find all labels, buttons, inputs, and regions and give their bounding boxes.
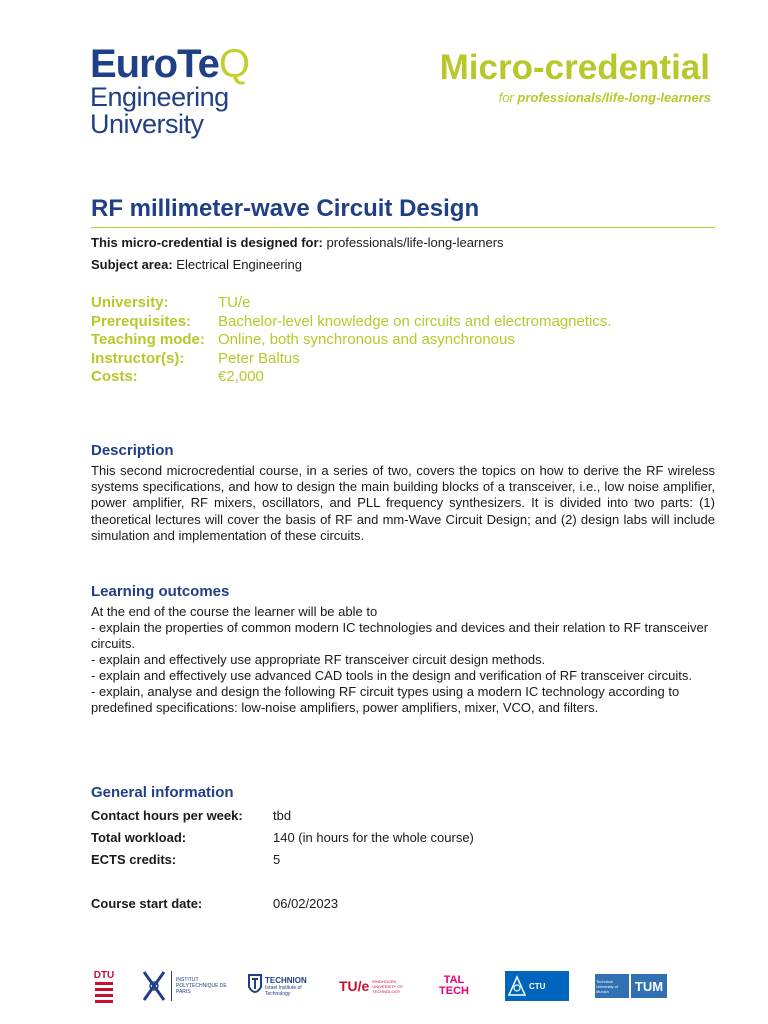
description-heading: Description [91, 442, 174, 459]
table-row [91, 805, 474, 827]
learning-outcomes-heading: Learning outcomes [91, 583, 230, 600]
subject-area-label: Subject area: [91, 257, 173, 272]
info-label: ECTS credits: [91, 852, 177, 867]
start-date-label: Course start date: [91, 896, 203, 911]
detail-label: Prerequisites: [91, 312, 192, 330]
learning-outcomes-list [91, 604, 715, 716]
table-row [91, 849, 474, 871]
detail-value: Bachelor-level knowledge on circuits and electromagnetics. [218, 312, 612, 330]
technion-text: TECHNION [265, 975, 307, 985]
taltech-text-2: TECH [439, 985, 469, 997]
detail-row-costs [91, 368, 612, 387]
detail-row-university [91, 294, 612, 313]
start-date-value: 06/02/2023 [273, 896, 339, 911]
detail-value: TU/e [218, 294, 251, 311]
list-item: - explain the properties of common modern IC technologies and devices and their relation to RF transceiver circuits. [91, 620, 709, 651]
designed-for-line [91, 235, 504, 250]
detail-value: Online, both synchronous and asynchronous [218, 331, 515, 348]
course-details [91, 294, 612, 387]
list-item: - explain, analyse and design the following RF circuit types using a modern IC technology according to predefined specifications: low-noise amplifiers, power amplifiers, mixer, VCO, and filters. [91, 684, 680, 715]
technion-emblem-icon [247, 973, 263, 999]
table-row [91, 893, 338, 915]
polytechnique-emblem-icon [141, 969, 167, 1003]
technion-subtext: Israel Institute of Technology [265, 984, 302, 997]
partner-logos [91, 966, 701, 1006]
detail-row-instructors [91, 350, 612, 369]
logo-text-university: University [90, 109, 204, 139]
dtu-emblem-icon [93, 981, 115, 1003]
audience-value: professionals/life-long-learners [517, 90, 711, 105]
list-item: - explain and effectively use appropriate RF transceiver circuit design methods. [91, 652, 546, 667]
info-value: tbd [273, 808, 292, 823]
course-title: RF millimeter-wave Circuit Design [91, 195, 480, 222]
description-paragraph: This second microcredential course, in a series of two, covers the topics on how to derive the RF wireless systems specifications, and how to design the main building blocks of a transceiver, i.e., low noise amplifier, power amplifier, RF mixers, oscillators, and PLL frequency synthesizers. It is divided into two parts: (1) theoretical lectures will cover the basis of RF and mm-Wave Circuit Design; and (2) design labs will include simulation and implementation of these circuits. [91, 463, 715, 543]
detail-label: Costs: [91, 368, 138, 385]
detail-label: Instructor(s): [91, 349, 185, 367]
table-row [91, 827, 474, 849]
taltech-text-1: TAL [443, 974, 465, 986]
dtu-logo [91, 966, 117, 1006]
general-info-heading: General information [91, 784, 234, 801]
audience-prefix: for [498, 90, 514, 105]
logo-text-engineering: Engineering [90, 82, 229, 112]
taltech-logo [434, 966, 474, 1006]
detail-value: €2,000 [218, 368, 264, 385]
info-label: Contact hours per week: [91, 808, 243, 823]
tum-text: TUM [634, 978, 664, 994]
list-item: At the end of the course the learner will be able to [91, 604, 378, 619]
ctu-emblem-icon [505, 973, 529, 999]
doc-type-title: Micro-credential [439, 48, 710, 87]
tue-subtext: EINDHOVEN UNIVERSITY OF TECHNOLOGY [372, 978, 403, 994]
tue-text: TU/e [339, 978, 370, 994]
info-value: 5 [273, 852, 281, 867]
general-info-table [91, 805, 474, 871]
tue-logo [339, 966, 419, 1006]
detail-row-teaching-mode [91, 331, 612, 350]
info-value: 140 (in hours for the whole course) [273, 830, 474, 845]
dtu-logo-text: DTU [93, 969, 115, 981]
logo-text-euroteq: EuroTe [90, 42, 219, 86]
ctu-text: CTU [529, 981, 546, 991]
ctu-logo [505, 966, 569, 1006]
tum-subtext: Technical University of Munich [596, 978, 619, 994]
audience-subtitle [499, 90, 711, 105]
logo-text-q: Q [218, 42, 249, 86]
euroteq-logo [90, 44, 249, 138]
info-label: Total workload: [91, 830, 187, 845]
polytechnique-logo [141, 966, 251, 1006]
detail-row-prerequisites [91, 313, 612, 332]
subject-area-value: Electrical Engineering [176, 257, 303, 272]
subject-area-line [91, 257, 302, 272]
designed-for-value: professionals/life-long-learners [326, 235, 504, 250]
title-divider [91, 227, 715, 228]
tum-logo [595, 966, 667, 1006]
technion-logo [247, 966, 317, 1006]
detail-value: Peter Baltus [218, 349, 300, 367]
polytechnique-text: INSTITUT POLYTECHNIQUE DE PARIS [176, 977, 227, 995]
description-text [91, 463, 715, 544]
detail-label: Teaching mode: [91, 331, 205, 348]
list-item: - explain and effectively use advanced CAD tools in the design and verification of RF transceiver circuits. [91, 668, 692, 683]
designed-for-label: This micro-credential is designed for: [91, 235, 323, 250]
course-start-row [91, 893, 338, 915]
detail-label: University: [91, 294, 169, 311]
